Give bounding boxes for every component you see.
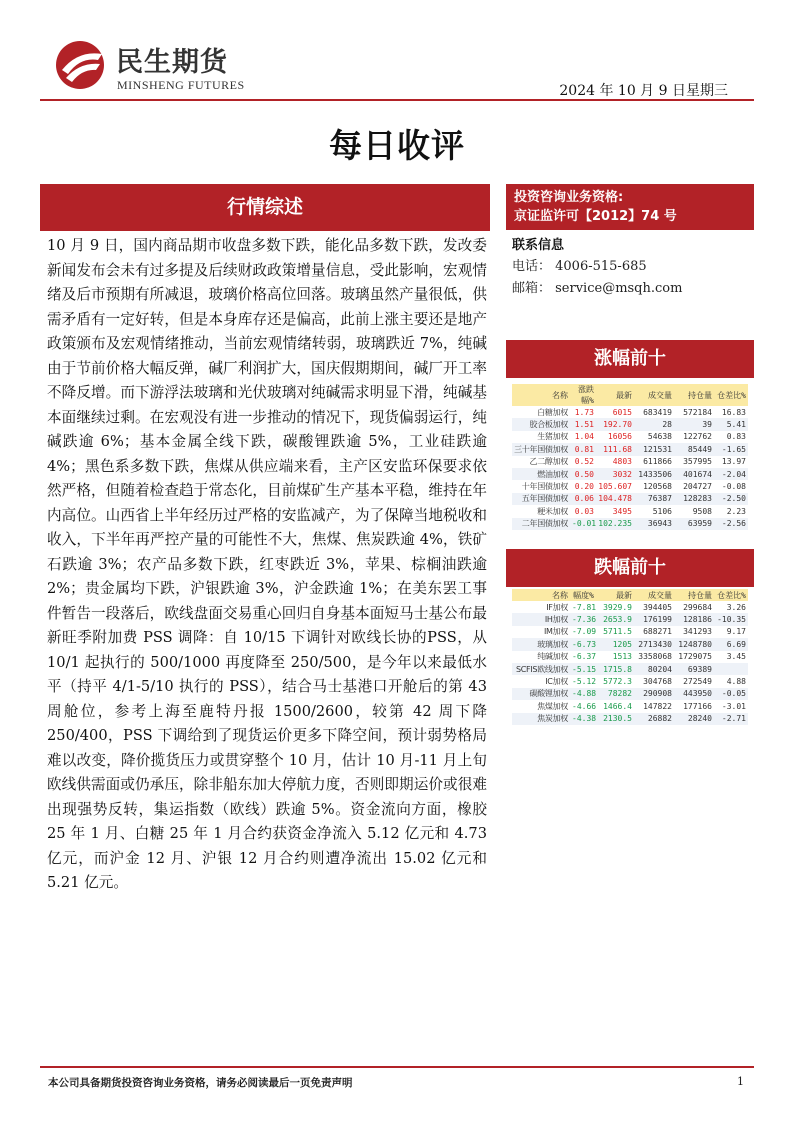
table-cell: -6.73 <box>572 639 596 649</box>
table-cell: 0.03 <box>574 506 594 516</box>
table-row <box>512 651 748 663</box>
table-cell: 36943 <box>634 518 674 530</box>
table-cell: -2.04 <box>714 468 748 480</box>
contact-phone: 电话： 4006-515-685 <box>512 259 647 274</box>
table-cell: 0.50 <box>570 468 596 480</box>
contract-name: 十年国债加权 <box>521 482 568 492</box>
table-cell: 5772.3 <box>603 677 632 687</box>
table-cell: 0.81 <box>570 443 596 455</box>
table-cell: 572184 <box>683 407 712 417</box>
contract-name: 纯碱加权 <box>537 652 568 662</box>
table-cell: 204727 <box>683 482 712 492</box>
table-cell: 177166 <box>683 701 712 711</box>
table-cell: 290908 <box>634 688 674 700</box>
brand-name: 民生期货 <box>116 47 228 78</box>
column-header: 仓差比% <box>714 384 748 406</box>
contract-name: 焦煤加权 <box>537 701 568 711</box>
table-cell: -1.65 <box>714 443 748 455</box>
contract-name: 燃油加权 <box>512 468 570 480</box>
table-cell: 6015 <box>612 407 632 417</box>
company-logo <box>50 40 110 90</box>
table-cell: -0.05 <box>714 688 748 700</box>
page-number: 1 <box>737 1075 744 1088</box>
table-cell: 80204 <box>634 663 674 675</box>
table-cell: 111.68 <box>596 443 634 455</box>
column-header: 最新 <box>596 589 634 601</box>
table-cell: 299684 <box>683 602 712 612</box>
table-row <box>512 626 748 638</box>
contract-name: 五年国债加权 <box>512 493 570 505</box>
table-cell: -4.38 <box>572 714 596 724</box>
table-row <box>512 431 748 443</box>
contact-title: 联系信息 <box>512 238 565 253</box>
table-cell: 176199 <box>634 613 674 625</box>
table-row <box>512 505 748 517</box>
table-cell: 0.06 <box>570 493 596 505</box>
section-title-top-gainers: 涨幅前十 <box>506 340 754 378</box>
table-cell: 341293 <box>683 627 712 637</box>
table-cell: 39 <box>674 418 714 430</box>
table-cell: 3495 <box>612 506 632 516</box>
contract-name: 乙二醇加权 <box>529 457 568 467</box>
contract-name: 白糖加权 <box>537 407 568 417</box>
contract-name: 生猪加权 <box>537 432 568 442</box>
table-cell: 26882 <box>634 713 674 725</box>
table-cell: 688271 <box>643 627 672 637</box>
table-cell: 85449 <box>674 443 714 455</box>
table-cell: 13.97 <box>721 457 746 467</box>
table-row <box>512 518 748 530</box>
table-cell: 120568 <box>643 482 672 492</box>
table-row <box>512 493 748 505</box>
table-row <box>512 468 748 480</box>
table-cell: 28 <box>634 418 674 430</box>
table-cell: 147822 <box>643 701 672 711</box>
column-header: 仓差比% <box>714 589 748 601</box>
table-row <box>512 675 748 687</box>
table-cell: 5.41 <box>714 418 748 430</box>
table-cell: 0.52 <box>574 457 594 467</box>
contract-name: 焦炭加权 <box>512 713 570 725</box>
table-cell: 0.83 <box>726 432 746 442</box>
contract-name: 胶合板加权 <box>512 418 570 430</box>
table-row <box>512 613 748 625</box>
column-header: 名称 <box>512 384 570 406</box>
contact-email: 邮箱： service@msqh.com <box>512 281 683 296</box>
table-cell: -2.56 <box>714 518 748 530</box>
section-title-market-summary: 行情综述 <box>40 184 490 231</box>
table-cell: 2713430 <box>634 638 674 650</box>
top-losers-table <box>512 589 748 725</box>
table-cell: 401674 <box>674 468 714 480</box>
table-cell: 9.17 <box>726 627 746 637</box>
table-cell: -4.66 <box>572 701 596 711</box>
table-cell: 2.23 <box>726 506 746 516</box>
table-row <box>512 638 748 650</box>
table-cell: 104.478 <box>596 493 634 505</box>
footer-disclaimer: 本公司具备期货投资咨询业务资格，请务必阅读最后一页免责声明 <box>48 1077 353 1089</box>
table-cell: -5.12 <box>572 677 596 687</box>
table-cell: 4.88 <box>726 677 746 687</box>
table-cell: 63959 <box>674 518 714 530</box>
table-row <box>512 601 748 613</box>
column-header: 最新 <box>596 384 634 406</box>
header-divider <box>40 99 754 101</box>
table-cell: 4803 <box>612 457 632 467</box>
table-cell: -10.35 <box>714 613 748 625</box>
table-cell: 1205 <box>596 638 634 650</box>
table-row <box>512 406 748 418</box>
table-cell: 272549 <box>683 677 712 687</box>
table-cell: 1.51 <box>570 418 596 430</box>
table-cell: 78282 <box>596 688 634 700</box>
table-cell: 1248780 <box>674 638 714 650</box>
table-cell: 128186 <box>674 613 714 625</box>
table-cell: 121531 <box>634 443 674 455</box>
table-cell: 1.04 <box>574 432 594 442</box>
table-cell: -7.36 <box>572 615 596 625</box>
table-cell: -4.88 <box>572 689 596 699</box>
market-summary-text: 10 月 9 日，国内商品期市收盘多数下跌，能化品多数下跌，发改委新闻发布会未有过多提及后续财政政策增量信息，受此影响，宏观情绪及后市预期有所减退，玻璃价格高位回落。玻璃虽然产量很低，供需矛盾有一定好转，但是本身库存还是偏高，此前上涨主要还是地产政策颁布及宏观情绪推动，当前宏观情绪转弱，玻璃跌近 7%，纯碱由于节前价格大幅反弹，碱厂利润扩大，国庆假期期间，碱厂开工率不降反增。而下游浮法玻璃和光伏玻璃对纯碱需求明显下滑，纯碱基本面继续过剩。在宏观没有进一步推动的情况下，现货偏弱运行，纯碱跌逾 6%；基本金属全线下跌，碳酸锂跌逾 5%，工业硅跌逾 4%；黑色系多数下跌，焦煤从供应端来看，主产区安监环保要求依然严格，但随着检查趋于常态化，目前煤矿生产基本平稳，维持在年内高位。山西省上半年经历过严格的安监减产，为了保障当地税收和收入，下半年再严控产量的可能性不大，焦煤、焦炭跌逾 4%，铁矿石跌逾 3%；农产品多数下跌，红枣跌近 3%，苹果、棕榈油跌逾 2%；贵金属均下跌，沪银跌逾 3%，沪金跌逾 1%；在美东罢工事件暂告一段落后，欧线盘面交易重心回归自身基本面短马士基公布最新旺季附加费 PSS 调降：自 10/15 下调针对欧线长协的PSS，从 10/1 起执行的 500/1000 再度降至 250/500，是今年以来最低水平（持平 4/1-5/10 执行的 PSS），结合马士基港口开舱后的第 43 周舱位，参考上海至鹿特丹报 1500/2600，较第 42 周下降 250/400，PSS 下调给到了现货运价更多下降空间，预计弱势格局难以改变，降价揽货压力或贯穿整个 10 月，估计 10 月-11 月上旬欧线供需面或仍承压，除非船东加大停航力度，否则即期运价或很难出现强势反转，集运指数（欧线）跌逾 5%。资金流向方面，橡胶 25 年 1 月、白糖 25 年 1 月合约获资金净流入 5.12 亿元和 4.73 亿元，而沪金 12 月、沪银 12 月合约则遭净流出 15.02 亿元和 5.21 亿元。 <box>47 237 487 891</box>
table-cell: -6.37 <box>572 652 596 662</box>
qualification-box <box>506 184 754 230</box>
column-header: 持仓量 <box>674 384 714 406</box>
table-cell: 1715.8 <box>596 663 634 675</box>
table-cell: -3.01 <box>721 701 746 711</box>
table-cell: 2653.9 <box>596 613 634 625</box>
table-row <box>512 418 748 430</box>
table-cell: 6.69 <box>714 638 748 650</box>
table-row <box>512 688 748 700</box>
table-cell: -2.71 <box>714 713 748 725</box>
page-title: 每日收评 <box>329 126 465 165</box>
table-cell: 5711.5 <box>603 627 632 637</box>
column-header: 幅度% <box>570 589 596 601</box>
report-date: 2024 年 10 月 9 日星期三 <box>559 83 728 99</box>
table-cell: 28240 <box>674 713 714 725</box>
table-cell: 5106 <box>652 506 672 516</box>
table-cell: 69389 <box>674 663 714 675</box>
contract-name: 粳米加权 <box>537 506 568 516</box>
table-row <box>512 700 748 712</box>
top-gainers-table <box>512 384 748 530</box>
column-header: 名称 <box>512 589 570 601</box>
brand-name-en: MINSHENG FUTURES <box>117 78 245 92</box>
table-cell: 2130.5 <box>596 713 634 725</box>
table-cell: -2.50 <box>714 493 748 505</box>
table-cell: 128283 <box>674 493 714 505</box>
table-cell: -7.81 <box>572 602 596 612</box>
qualification-line-1: 投资咨询业务资格: <box>514 190 624 205</box>
table-cell: 16.83 <box>721 407 746 417</box>
table-cell: 1466.4 <box>603 701 632 711</box>
column-header: 涨跌幅% <box>570 384 596 406</box>
table-cell: 122762 <box>683 432 712 442</box>
contract-name: IC加权 <box>545 677 568 687</box>
contract-name: IM加权 <box>543 627 568 637</box>
contract-name: 碳酸锂加权 <box>512 688 570 700</box>
table-cell: 3358068 <box>638 652 672 662</box>
table-cell: 1513 <box>612 652 632 662</box>
footer-divider <box>40 1066 754 1068</box>
column-header: 持仓量 <box>674 589 714 601</box>
table-cell: 105.607 <box>598 482 632 492</box>
table-row <box>512 456 748 468</box>
table-cell: 9508 <box>692 506 712 516</box>
table-cell: 3929.9 <box>603 602 632 612</box>
table-cell: 3.26 <box>726 602 746 612</box>
table-cell: -5.15 <box>572 664 596 674</box>
table-row <box>512 713 748 725</box>
table-cell: 16056 <box>607 432 632 442</box>
table-cell: 1729075 <box>678 652 712 662</box>
table-cell: 192.70 <box>596 418 634 430</box>
table-cell: 443950 <box>674 688 714 700</box>
table-cell: 304768 <box>643 677 672 687</box>
table-cell: 683419 <box>643 407 672 417</box>
table-cell: 3.45 <box>726 652 746 662</box>
contract-name: 二年国债加权 <box>512 518 570 530</box>
table-cell: 0.20 <box>574 482 594 492</box>
table-cell: -0.08 <box>721 482 746 492</box>
table-row <box>512 443 748 455</box>
table-cell: 1433506 <box>634 468 674 480</box>
table-cell: 1.73 <box>574 407 594 417</box>
table-cell: 54638 <box>647 432 672 442</box>
table-cell: 394405 <box>643 602 672 612</box>
table-row <box>512 663 748 675</box>
contract-name: 玻璃加权 <box>512 638 570 650</box>
table-cell: -7.09 <box>572 627 596 637</box>
table-cell: 102.235 <box>596 518 634 530</box>
column-header: 成交量 <box>634 589 674 601</box>
column-header: 成交量 <box>634 384 674 406</box>
table-cell: 357995 <box>683 457 712 467</box>
section-title-top-losers: 跌幅前十 <box>506 549 754 587</box>
table-cell: 76387 <box>634 493 674 505</box>
contract-name: SCFIS欧线加权 <box>512 663 570 675</box>
contract-name: 三十年国债加权 <box>512 443 570 455</box>
qualification-line-2: 京证监许可【2012】74 号 <box>514 209 677 224</box>
table-row <box>512 480 748 492</box>
table-cell: 611866 <box>643 457 672 467</box>
table-cell <box>714 663 748 675</box>
contract-name: IF加权 <box>546 602 568 612</box>
contract-name: IH加权 <box>512 613 570 625</box>
table-cell: 3032 <box>596 468 634 480</box>
table-cell: -0.01 <box>572 519 596 529</box>
